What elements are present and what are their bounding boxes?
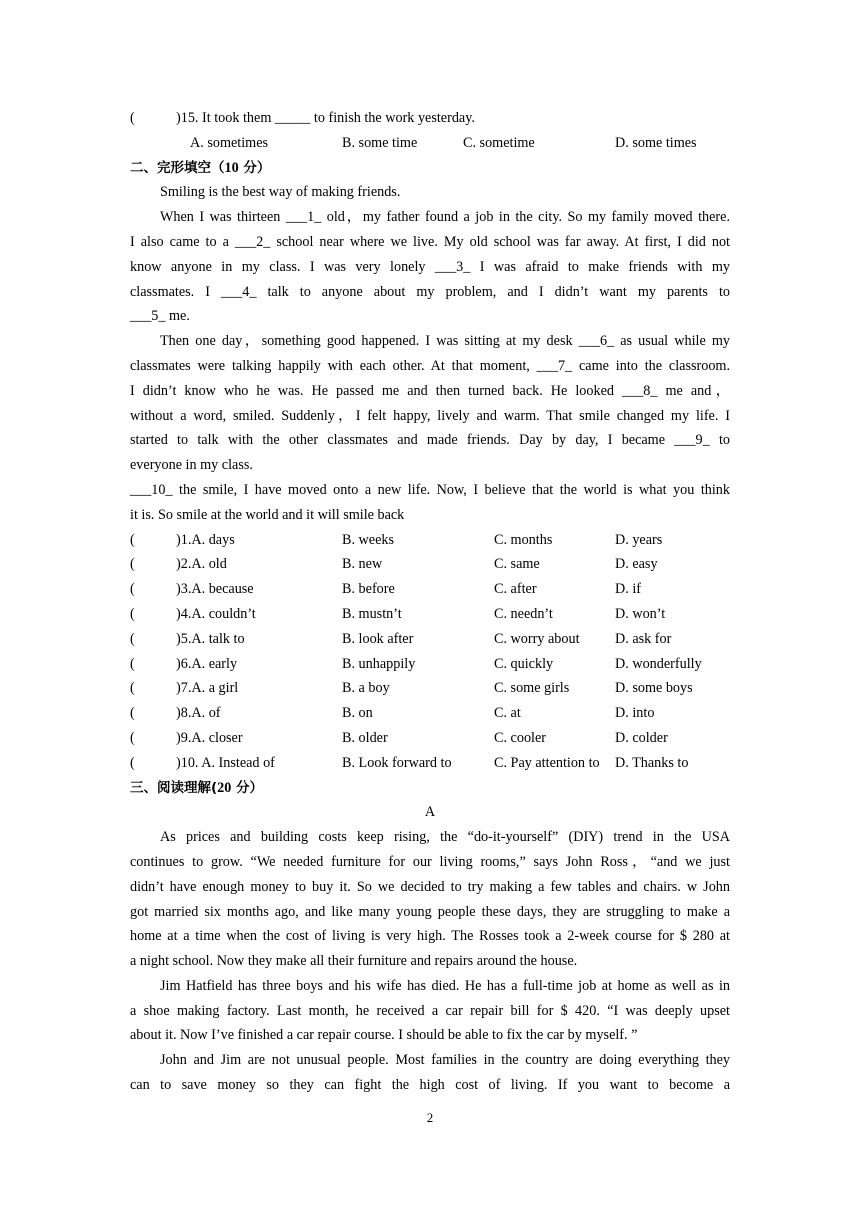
text-line: home at a time when the cost of living is very high. The Rosses took a 2-week course for $ 280 at xyxy=(130,928,730,945)
text-line: about it. Now I’ve finished a car repair course. I should be able to fix the car by myself. ” xyxy=(130,1027,638,1044)
passage-title: Smiling is the best way of making friends. xyxy=(160,184,401,201)
choice-row: ( )2.A. old B. new C. same D. easy xyxy=(130,556,658,573)
passage-label: A xyxy=(424,804,436,821)
choice-row: ( )3.A. because B. before C. after D. if xyxy=(130,581,642,598)
text-line: know anyone in my class. I was very lonely ___3_ I was afraid to make friends with my xyxy=(130,258,730,275)
cloze-paragraph-3 xyxy=(130,478,730,528)
question-15 xyxy=(130,106,730,131)
text-line: can to save money so they can fight the high cost of living. If you want to become a xyxy=(130,1077,730,1094)
text-line: continues to grow. “We needed furniture for our living rooms,” says John Ross，“and we just xyxy=(130,853,730,870)
text-line: As prices and building costs keep rising, the “do-it-yourself” (DIY) trend in the USA xyxy=(160,829,730,846)
text-line: a night school. Now they make all their furniture and repairs around the house. xyxy=(130,953,578,970)
cloze-paragraph-2 xyxy=(130,329,730,478)
option-d: D. some times xyxy=(615,134,697,151)
choice-row: ( )4.A. couldn’t B. mustn’t C. needn’t D. won’t xyxy=(130,605,666,622)
choice-list xyxy=(130,528,730,776)
text-line: it is. So smile at the world and it will smile back xyxy=(130,506,405,523)
section-3-heading: 三、阅读理解(20 分） xyxy=(130,779,264,796)
text-line: classmates were talking happily with each other. At that moment, ___7_ came into the classroom. xyxy=(130,357,730,374)
text-line: When I was thirteen ___1_ old，my father found a job in the city. So my family moved there. xyxy=(160,209,730,226)
choice-row: ( )1.A. days B. weeks C. months D. years xyxy=(130,531,663,548)
choice-row: ( )9.A. closer B. older C. cooler D. colder xyxy=(130,729,668,746)
reading-paragraph-3 xyxy=(130,1048,730,1098)
cloze-paragraph-1 xyxy=(130,205,730,329)
text-line: Then one day，something good happened. I was sitting at my desk ___6_ as usual while my xyxy=(160,333,730,350)
document-page xyxy=(130,106,730,1098)
choice-row: ( )6.A. early B. unhappily C. quickly D. wonderfully xyxy=(130,655,702,672)
answer-paren: ( xyxy=(130,110,135,126)
option-c: C. sometime xyxy=(463,134,535,151)
text-line: everyone in my class. xyxy=(130,457,253,474)
choice-row: ( )8.A. of B. on C. at D. into xyxy=(130,705,655,722)
option-b: B. some time xyxy=(342,134,418,151)
text-line: ___5_ me. xyxy=(130,308,190,325)
question-15-options xyxy=(130,131,730,156)
text-line: I didn’t know who he was. He passed me and then turned back. He looked ___8_ me and， xyxy=(130,382,730,399)
text-line: a shoe making factory. Last month, he received a car repair bill for $ 420. “I was deeply upset xyxy=(130,1002,730,1019)
option-a: A. sometimes xyxy=(190,134,269,151)
page-number: 2 xyxy=(426,1110,434,1125)
text-line: John and Jim are not unusual people. Most families in the country are doing everything they xyxy=(160,1052,730,1069)
text-line: got married six months ago, and like many young people these days, they are struggling to make a xyxy=(130,903,730,920)
text-line: without a word, smiled. Suddenly，I felt happy, lively and warm. That smile changed my life. I xyxy=(130,407,730,424)
text-line: ___10_ the smile, I have moved onto a new life. Now, I believe that the world is what you think xyxy=(130,481,730,498)
text-line: classmates. I ___4_ talk to anyone about my problem, and I didn’t want my parents to xyxy=(130,283,730,300)
reading-paragraph-1 xyxy=(130,825,730,974)
reading-paragraph-2 xyxy=(130,974,730,1048)
text-line: didn’t have enough money to buy it. So we decided to try making a few tables and chairs. w John xyxy=(130,878,730,895)
text-line: Jim Hatfield has three boys and his wife has died. He has a full-time job at home as well as in xyxy=(160,977,730,994)
text-line: I also came to a ___2_ school near where we live. My old school was far away. At first, I did not xyxy=(130,233,730,250)
text-line: started to talk with the other classmates and made friends. Day by day, I became ___9_ to xyxy=(130,432,730,449)
section-2-heading: 二、完形填空（10 分） xyxy=(130,159,271,176)
choice-row: ( )5.A. talk to B. look after C. worry about D. ask for xyxy=(130,630,672,647)
choice-row: ( )10. A. Instead of B. Look forward to C. Pay attention to D. Thanks to xyxy=(130,754,689,771)
question-stem: )15. It took them _____ to finish the work yesterday. xyxy=(176,110,475,126)
choice-row: ( )7.A. a girl B. a boy C. some girls D. some boys xyxy=(130,680,693,697)
